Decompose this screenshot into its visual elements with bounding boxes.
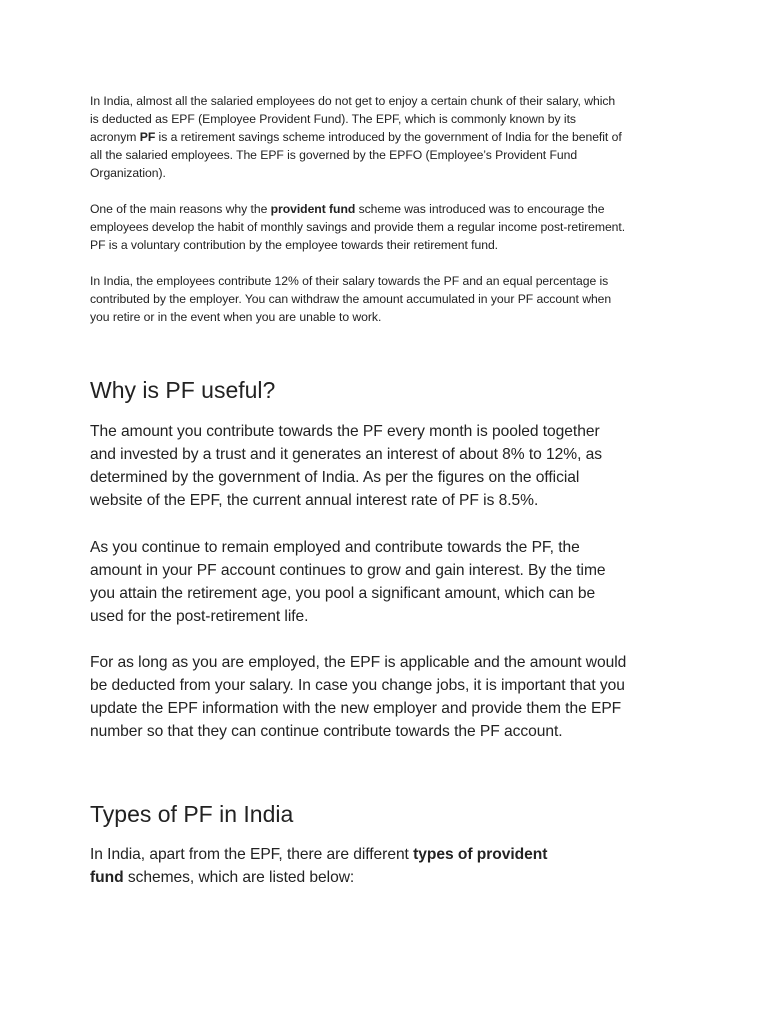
text-line: you attain the retirement age, you pool a significant amount, which can be [90, 585, 596, 602]
text-line: PF is a voluntary contribution by the employee towards their retirement fund. [90, 238, 499, 252]
text-line [90, 200, 690, 218]
text-run: acronym [90, 130, 140, 144]
text-line: Organization). [90, 166, 166, 180]
intro-paragraph-3 [90, 272, 690, 326]
text-line: The amount you contribute towards the PF every month is pooled together [90, 423, 600, 440]
why-paragraph-2 [90, 536, 690, 628]
text-line: be deducted from your salary. In case you change jobs, it is important that you [90, 677, 625, 694]
text-run: One of the main reasons why the [90, 202, 271, 216]
text-run: In India, apart from the EPF, there are different [90, 846, 414, 863]
text-run: scheme was introduced was to encourage the [355, 202, 605, 216]
text-run: is a retirement savings scheme introduced by the government of India for the benefit of [155, 130, 622, 144]
text-line: number so that they can continue contribute towards the PF account. [90, 723, 563, 740]
text-line: As you continue to remain employed and contribute towards the PF, the [90, 539, 580, 556]
text-line: For as long as you are employed, the EPF is applicable and the amount would [90, 654, 627, 671]
bold-term: provident fund [270, 202, 356, 216]
text-run: schemes, which are listed below: [123, 869, 355, 886]
types-paragraph-1 [90, 843, 690, 889]
text-line: you retire or in the event when you are unable to work. [90, 310, 382, 324]
why-paragraph-1 [90, 420, 690, 512]
text-line: determined by the government of India. As per the figures on the official [90, 469, 580, 486]
text-line: contributed by the employer. You can withdraw the amount accumulated in your PF account when [90, 292, 612, 306]
bold-term: PF [139, 130, 156, 144]
why-paragraph-3 [90, 651, 690, 743]
intro-paragraph-2 [90, 200, 690, 254]
intro-paragraph-1 [90, 92, 690, 182]
text-line [90, 843, 690, 866]
text-line [90, 128, 690, 146]
text-line: update the EPF information with the new employer and provide them the EPF [90, 700, 622, 717]
text-line: is deducted as EPF (Employee Provident Fund). The EPF, which is commonly known by its [90, 112, 576, 126]
heading-types-of-pf: Types of PF in India [90, 801, 294, 827]
text-line: website of the EPF, the current annual interest rate of PF is 8.5%. [90, 492, 539, 509]
text-line: In India, the employees contribute 12% of their salary towards the PF and an equal percentage is [90, 274, 609, 288]
heading-why-pf-useful: Why is PF useful? [90, 377, 276, 403]
text-line: all the salaried employees. The EPF is governed by the EPFO (Employee’s Provident Fund [90, 148, 578, 162]
text-line: used for the post-retirement life. [90, 608, 309, 625]
text-line [90, 866, 690, 889]
bold-term: types of provident [413, 846, 548, 863]
text-line: amount in your PF account continues to grow and gain interest. By the time [90, 562, 606, 579]
text-line: In India, almost all the salaried employees do not get to enjoy a certain chunk of their salary, which [90, 94, 616, 108]
text-line: employees develop the habit of monthly savings and provide them a regular income post-retirement. [90, 220, 626, 234]
bold-term: fund [90, 869, 124, 886]
text-line: and invested by a trust and it generates an interest of about 8% to 12%, as [90, 446, 603, 463]
